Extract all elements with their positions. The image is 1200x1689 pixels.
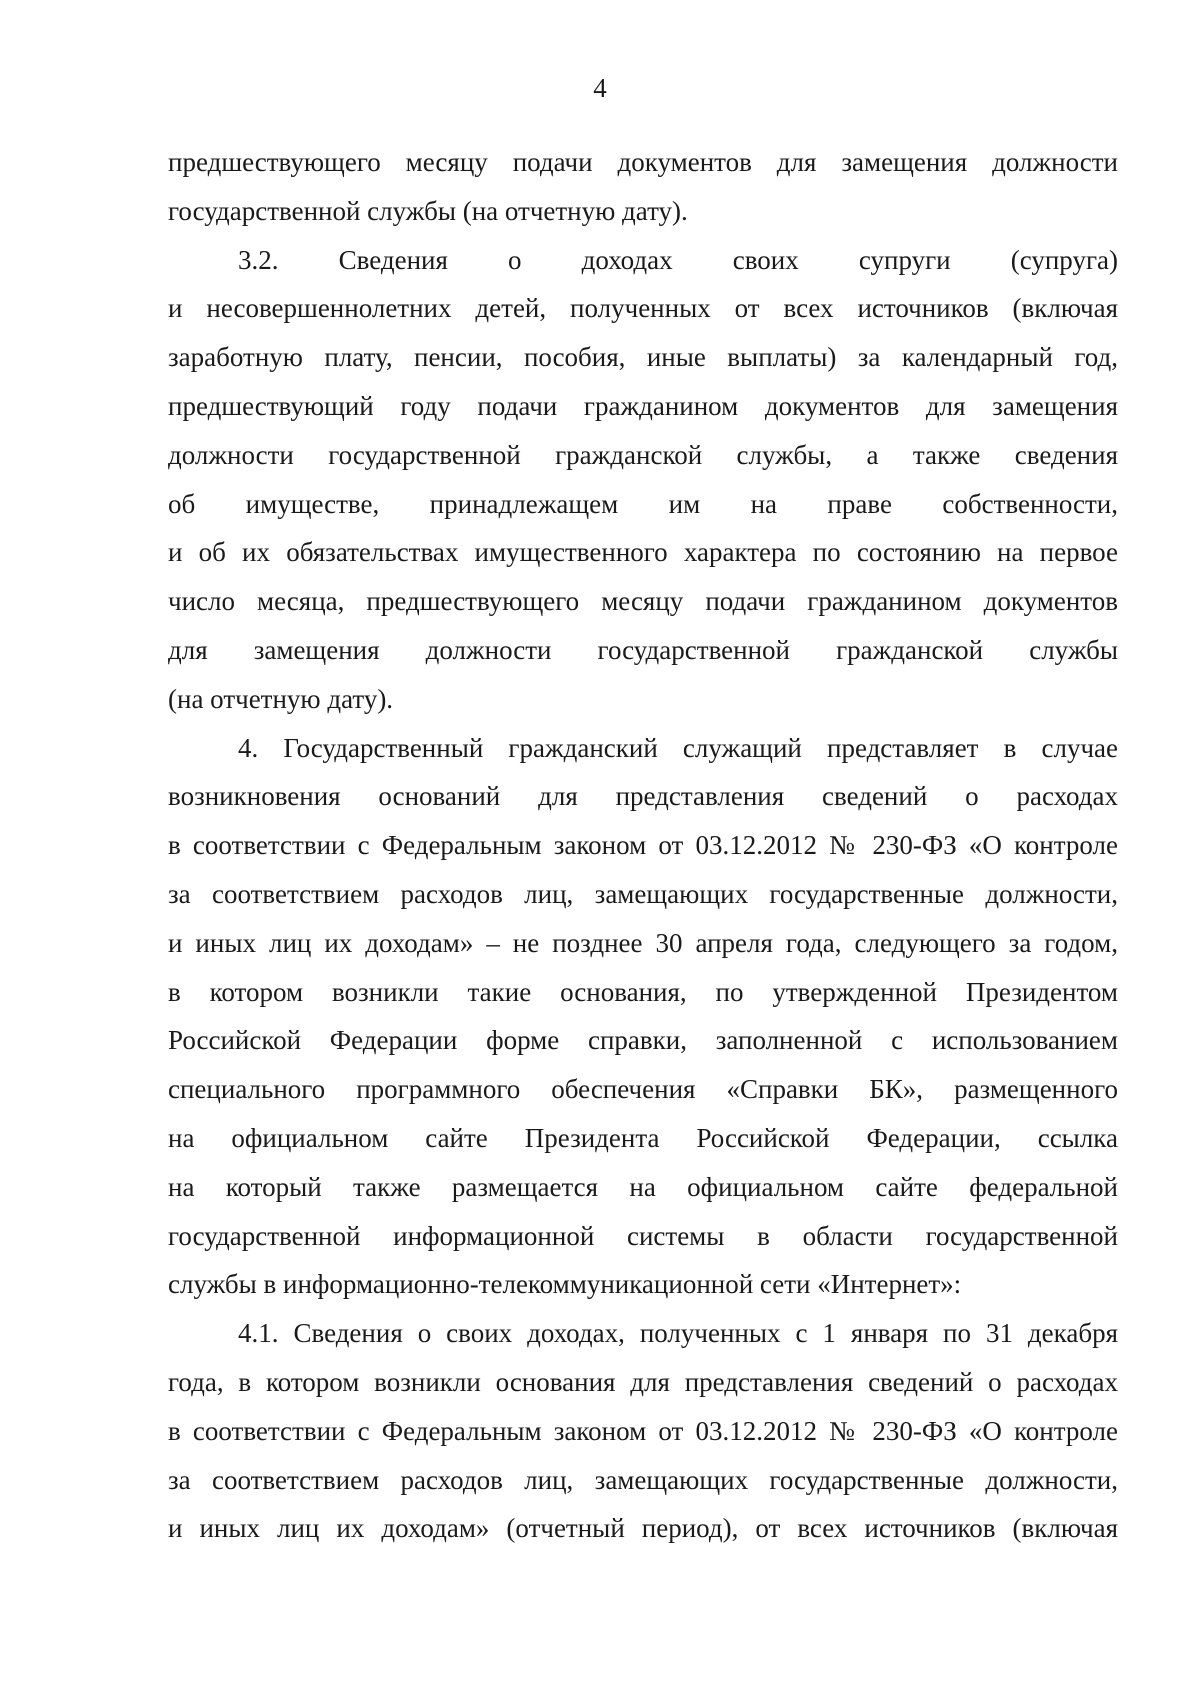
text-line: за соответствием расходов лиц, замещающих государственные должности, (168, 878, 1118, 909)
text-line: года, в котором возникли основания для представления сведений о расходах (168, 1366, 1118, 1397)
text-line: Российской Федерации форме справки, заполненной с использованием (168, 1025, 1118, 1056)
text-line: государственной службы (на отчетную дату). (168, 195, 688, 226)
text-line: и об их обязательствах имущественного характера по состоянию на первое (168, 537, 1118, 568)
text-line: заработную плату, пенсии, пособия, иные выплаты) за календарный год, (168, 342, 1118, 373)
text-line: в соответствии с Федеральным законом от 03.12.2012 № 230-ФЗ «О контроле (168, 830, 1118, 861)
document-body (168, 138, 1118, 1553)
text-line: число месяца, предшествующего месяцу подачи гражданином документов (168, 586, 1118, 617)
text-line: и несовершеннолетних детей, полученных от всех источников (включая (168, 293, 1118, 324)
text-line: службы в информационно-телекоммуникационной сети «Интернет»: (168, 1269, 962, 1300)
text-line: об имуществе, принадлежащем им на праве собственности, (168, 488, 1118, 519)
paragraph-4-1-first-line: 4.1. Сведения о своих доходах, полученных с 1 января по 31 декабря (238, 1318, 1118, 1349)
text-line: и иных лиц их доходам» (отчетный период), от всех источников (включая (168, 1513, 1118, 1544)
text-line: государственной информационной системы в области государственной (168, 1220, 1118, 1251)
text-line: специального программного обеспечения «Справки БК», размещенного (168, 1074, 1118, 1105)
page-number: 4 (593, 73, 607, 103)
text-line: в котором возникли такие основания, по утвержденной Президентом (168, 976, 1118, 1007)
text-line: для замещения должности государственной гражданской службы (168, 634, 1118, 665)
text-line: (на отчетную дату). (168, 683, 394, 714)
text-line: возникновения оснований для представления сведений о расходах (168, 781, 1118, 812)
text-line: предшествующий году подачи гражданином документов для замещения (168, 390, 1118, 421)
text-line: предшествующего месяцу подачи документов для замещения должности (168, 147, 1118, 177)
text-line: за соответствием расходов лиц, замещающих государственные должности, (168, 1464, 1118, 1495)
text-line: должности государственной гражданской службы, а также сведения (168, 439, 1118, 470)
paragraph-4-first-line: 4. Государственный гражданский служащий представляет в случае (238, 732, 1118, 763)
text-line: и иных лиц их доходам» – не позднее 30 апреля года, следующего за годом, (168, 927, 1118, 958)
text-line: на который также размещается на официальном сайте федеральной (168, 1171, 1118, 1202)
text-line: в соответствии с Федеральным законом от 03.12.2012 № 230-ФЗ «О контроле (168, 1415, 1118, 1446)
paragraph-3-2-first-line: 3.2. Сведения о доходах своих супруги (супруга) (238, 244, 1118, 275)
text-line: на официальном сайте Президента Российской Федерации, ссылка (168, 1122, 1118, 1153)
